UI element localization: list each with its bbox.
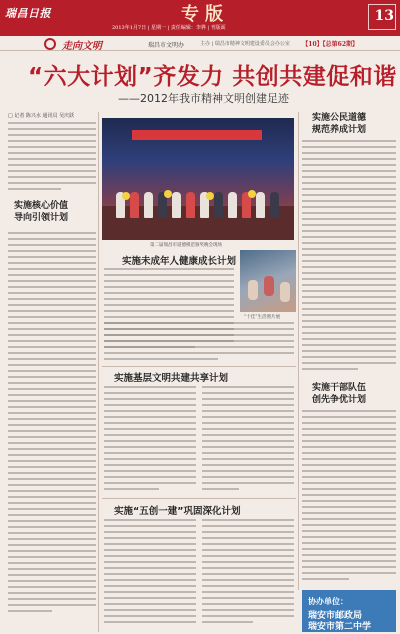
photo-person xyxy=(144,192,153,218)
photo-person xyxy=(130,192,139,218)
photo-child xyxy=(248,280,258,300)
article-title-grassroots: 实施基层文明共建共享计划 xyxy=(114,373,229,384)
column-divider xyxy=(298,112,299,590)
article-title-morality: 实施公民道德 规范养成计划 xyxy=(312,113,367,135)
article-title-cadres: 实施干部队伍 创先争优计划 xyxy=(312,383,367,405)
sponsor-ad xyxy=(302,590,396,632)
ad-sponsor-1: 瑞安市邮政局 xyxy=(308,611,363,621)
section-divider xyxy=(102,366,296,367)
article-body-minors-cont xyxy=(104,322,294,364)
photo-person xyxy=(270,192,279,218)
article-body-morality xyxy=(302,140,396,374)
photo-person xyxy=(256,192,265,218)
newspaper-logo: 瑞昌日报 xyxy=(5,7,51,20)
byline: □ 记者 陈兴水 通讯员 吴庆跃 xyxy=(8,113,75,119)
issue-number: 【10】【总第62期】 xyxy=(302,41,358,48)
photo-person xyxy=(186,192,195,218)
article-title-minors: 实施未成年人健康成长计划 xyxy=(122,256,237,267)
section-banner: 专版 xyxy=(181,4,229,25)
sub-headline: ——2012年我市精神文明创建足迹 xyxy=(118,92,289,105)
small-photo xyxy=(240,250,296,312)
article-body-grassroots-a xyxy=(104,386,196,494)
section-logo-icon xyxy=(44,38,56,50)
bouquet xyxy=(122,192,130,200)
article-body-core-values xyxy=(8,232,96,616)
dateline: 2013年1月7日 | 星期一 | 责任编辑：李骅 | 刊版面 xyxy=(112,25,226,31)
photo-person xyxy=(214,192,223,218)
intro-text xyxy=(8,122,96,194)
section-sponsor: 主办 | 瑞昌市精神文明建设委员会办公室 xyxy=(200,41,290,47)
article-title-five-creations: 实施“五创一建”巩固深化计划 xyxy=(114,506,241,517)
article-body-five-creations-a xyxy=(104,519,196,627)
ad-label: 协办单位： xyxy=(308,597,348,606)
bouquet xyxy=(164,190,172,198)
photo-child xyxy=(280,282,290,302)
article-body-cadres xyxy=(302,410,396,584)
masthead xyxy=(0,0,400,36)
stage-banner xyxy=(132,130,262,140)
section-logo: 走向文明 xyxy=(62,41,102,52)
bouquet xyxy=(248,190,256,198)
section-title: 瑞昌市文明办 xyxy=(148,42,185,49)
article-title-core-values: 实施核心价值 导向引领计划 xyxy=(14,201,69,223)
main-photo-caption: 第二届瑞昌市道德模范颁奖晚会现场 xyxy=(150,243,222,248)
small-photo-caption: “十佳”生活照片展 xyxy=(244,315,281,320)
main-photo xyxy=(102,118,294,240)
ad-sponsor-2: 瑞安市第二中学 xyxy=(308,622,372,632)
headline-block xyxy=(0,56,400,108)
photo-person xyxy=(172,192,181,218)
photo-child xyxy=(264,276,274,296)
photo-person xyxy=(228,192,237,218)
column-divider xyxy=(98,112,99,632)
bouquet xyxy=(206,192,214,200)
article-body-grassroots-b xyxy=(202,386,294,494)
section-divider xyxy=(102,498,296,499)
page-number: 13 xyxy=(374,8,394,24)
article-body-five-creations-b xyxy=(202,519,294,627)
main-headline: “六大计划”齐发力 共创共建促和谐 xyxy=(28,64,397,90)
section-bar xyxy=(0,37,400,51)
